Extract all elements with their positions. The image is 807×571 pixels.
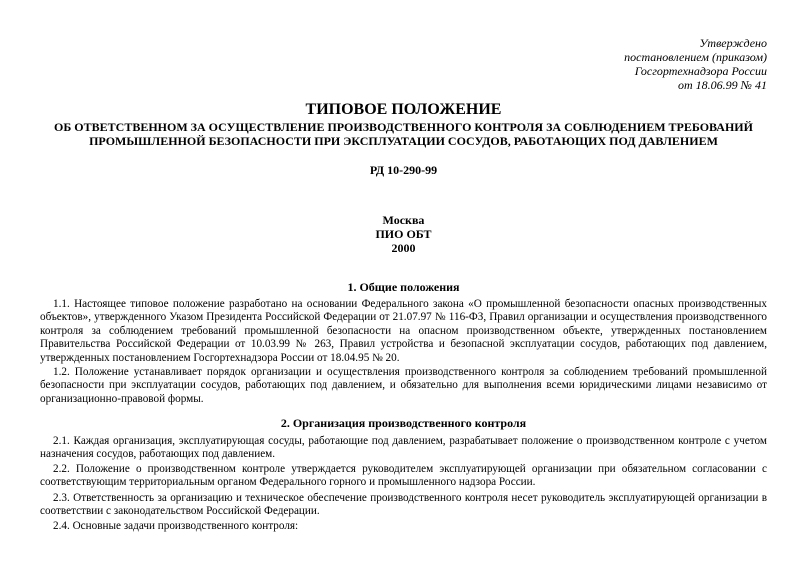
paragraph-2-1: 2.1. Каждая организация, эксплуатирующая сосуды, работающие под давлением, разрабатывает положение о производственном контроле с учетом назначения сосудов, работающих под давлением. bbox=[40, 435, 767, 461]
section-2-heading: 2. Организация производственного контроля bbox=[280, 416, 527, 430]
publication-publisher: ПИО ОБТ bbox=[375, 227, 432, 241]
section-1-heading: 1. Общие положения bbox=[347, 280, 460, 294]
approval-line-4: от 18.06.99 № 41 bbox=[678, 78, 767, 92]
approval-line-1: Утверждено bbox=[699, 36, 767, 50]
paragraph-1-1: 1.1. Настоящее типовое положение разработано на основании Федерального закона «О промышленной безопасности опасных производственных объектов», утвержденного Указом Президента Российской Федерации от 21.07.97 № 116-ФЗ, Правил организации и осуществления производственного контроля за соблюдением требований промышленной безопасности на опасном производственном объекте, утвержденных постановлением Правительства Российской Федерации от 10.03.99 № 263, Правил устройства и безопасной эксплуатации сосудов, работающих под давлением, утвержденных постановлением Госгортехнадзора России от 18.04.95 № 20. bbox=[40, 298, 767, 364]
paragraph-1-2: 1.2. Положение устанавливает порядок организации и осуществления производственного контроля за соблюдением требований промышленной безопасности при эксплуатации сосудов, работающих под давлением, и обязательно для выполнения всеми юридическими лицами независимо от организационно-правовой формы. bbox=[40, 366, 767, 405]
publication-year: 2000 bbox=[391, 241, 416, 255]
approval-line-2: постановлением (приказом) bbox=[624, 50, 767, 64]
document-title: ТИПОВОЕ ПОЛОЖЕНИЕ bbox=[305, 101, 502, 118]
subtitle-line-1: ОБ ОТВЕТСТВЕННОМ ЗА ОСУЩЕСТВЛЕНИЕ ПРОИЗВОДСТВЕННОГО КОНТРОЛЯ ЗА СОБЛЮДЕНИЕМ ТРЕБОВАНИЙ bbox=[54, 120, 753, 134]
approval-line-3: Госгортехнадзора России bbox=[634, 64, 767, 78]
paragraph-2-2: 2.2. Положение о производственном контроле утверждается руководителем эксплуатирующей организации при обязательном согласовании с соответствующим территориальным органом Федерального горного и промышленного надзора России. bbox=[40, 463, 767, 489]
publication-info bbox=[0, 213, 807, 255]
paragraph-2-4: 2.4. Основные задачи производственного контроля: bbox=[53, 520, 299, 532]
subtitle-line-2: ПРОМЫШЛЕННОЙ БЕЗОПАСНОСТИ ПРИ ЭКСПЛУАТАЦИИ СОСУДОВ, РАБОТАЮЩИХ ПОД ДАВЛЕНИЕМ bbox=[89, 134, 718, 148]
paragraph-2-3: 2.3. Ответственность за организацию и техническое обеспечение производственного контроля несет руководитель эксплуатирующей организации в соответствии с законодательством Российской Федерации. bbox=[40, 492, 767, 518]
document-subtitle bbox=[40, 120, 767, 148]
document-code: РД 10-290-99 bbox=[369, 163, 438, 177]
publication-city: Москва bbox=[382, 213, 425, 227]
approval-stamp bbox=[624, 36, 767, 92]
